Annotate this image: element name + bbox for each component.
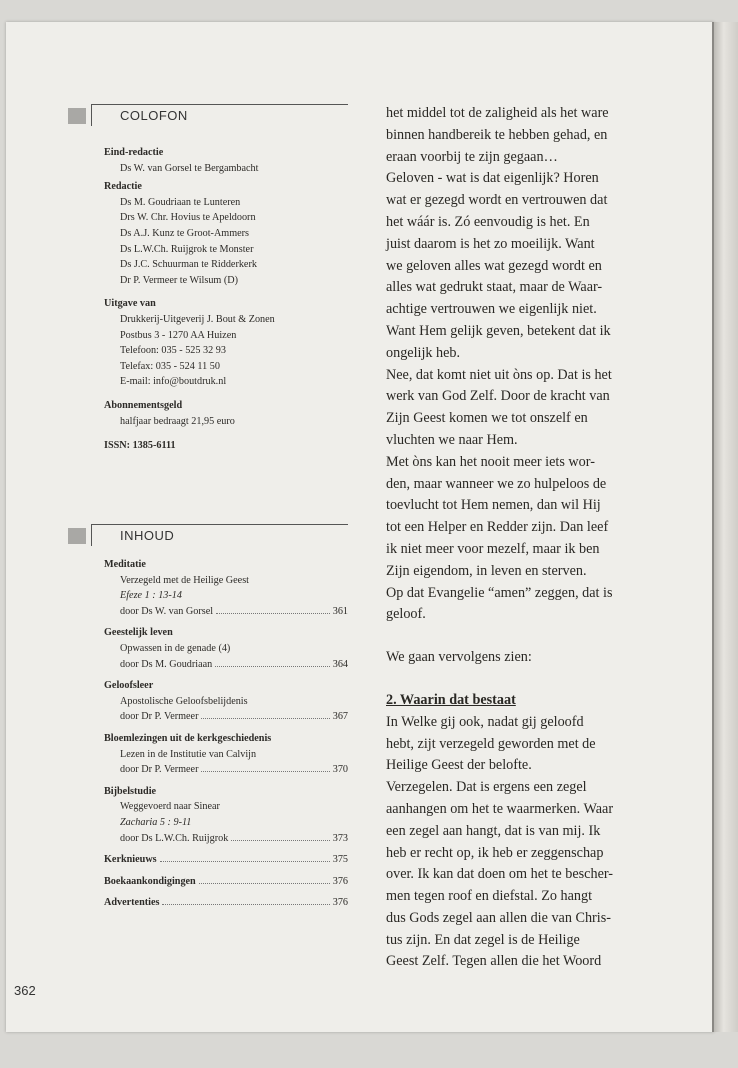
article-line: den, maar wanneer we zo hulpeloos de	[386, 475, 607, 492]
article-line: eraan voorbij te zijn gegaan…	[386, 148, 558, 165]
article-line: hebt, zijt verzegeld geworden met de	[386, 735, 596, 752]
toc-section-boekaankondigingen: Boekaankondigingen	[104, 875, 196, 887]
article-line: geloof.	[386, 606, 426, 623]
article-line: Met òns kan het nooit meer iets wor-	[386, 453, 595, 470]
article-line: Geest Zelf. Tegen allen die het Woord	[386, 953, 602, 970]
toc-entry[interactable]	[104, 604, 348, 620]
redactie-member: Dr P. Vermeer te Wilsum (D)	[120, 274, 239, 286]
article-line: We gaan vervolgens zien:	[386, 649, 532, 666]
toc-section-bijbelstudie: Bijbelstudie	[104, 785, 157, 797]
article-body	[386, 103, 650, 973]
article-line: Nee, dat komt niet uit òns op. Dat is het	[386, 366, 612, 383]
toc-section-geloofsleer: Geloofsleer	[104, 680, 154, 692]
colofon-block	[104, 145, 348, 454]
toc-title: Weggevoerd naar Sinear	[120, 801, 220, 813]
toc-section-bloemlezingen: Bloemlezingen uit de kerkgeschiedenis	[104, 732, 272, 744]
toc-entry[interactable]	[104, 831, 348, 847]
abonnement-label: Abonnementsgeld	[104, 399, 183, 411]
article-line: tot een Helper en Redder zijn. Dan leef	[386, 519, 609, 536]
article-line: heb er recht op, ik heb er zeggenschap	[386, 844, 604, 861]
uitgave-line: Drukkerij-Uitgeverij J. Bout & Zonen	[120, 313, 275, 325]
toc-title: Verzegeld met de Heilige Geest	[120, 574, 249, 586]
article-line: men tegen roof en diefstal. Zo hangt	[386, 888, 593, 905]
article-line: vluchten we naar Hem.	[386, 431, 518, 448]
toc-page: 361	[332, 605, 348, 617]
article-line: Geloven - wat is dat eigenlijk? Horen	[386, 170, 599, 187]
toc-page: 370	[332, 764, 348, 776]
toc-entry[interactable]	[104, 657, 348, 673]
toc-reference: Zacharia 5 : 9-11	[120, 816, 192, 828]
article-line: het wáár is. Zó eenvoudig is het. En	[386, 213, 590, 230]
redactie-member: Ds L.W.Ch. Ruijgrok te Monster	[120, 243, 254, 255]
toc-page: 375	[332, 854, 348, 866]
issn: ISSN: 1385-6111	[104, 440, 176, 452]
toc-title: Lezen in de Institutie van Calvijn	[120, 748, 257, 760]
article-line: werk van God Zelf. Door de kracht van	[386, 388, 610, 405]
toc-author: door Ds M. Goudriaan	[120, 658, 213, 670]
toc-entry-kerknieuws[interactable]	[104, 852, 348, 868]
toc-entry[interactable]	[104, 709, 348, 725]
toc-page: 373	[332, 832, 348, 844]
article-line: een zegel aan hangt, dat is van mij. Ik	[386, 822, 601, 839]
article-line: aanhangen om het te waarmerken. Waar	[386, 800, 614, 817]
redactie-member: Ds M. Goudriaan te Lunteren	[120, 196, 241, 208]
article-line: toevlucht tot Hem nemen, dan wil Hij	[386, 497, 601, 514]
toc-entry-boekaankondigingen[interactable]	[104, 874, 348, 890]
page-edge	[714, 22, 738, 1032]
redactie-label: Redactie	[104, 181, 142, 193]
article-line: het middel tot de zaligheid als het ware	[386, 105, 609, 121]
toc-entry[interactable]	[104, 762, 348, 778]
toc-entry-advertenties[interactable]	[104, 895, 348, 911]
toc-author: door Dr P. Vermeer	[120, 711, 199, 723]
article-line: Want Hem gelijk geven, betekent dat ik	[386, 322, 611, 339]
article-subheading: 2. Waarin dat bestaat	[386, 691, 516, 708]
toc-title: Apostolische Geloofsbelijdenis	[120, 695, 248, 707]
uitgave-line: Postbus 3 - 1270 AA Huizen	[120, 329, 237, 341]
article-line: In Welke gij ook, nadat gij geloofd	[386, 713, 584, 730]
toc-page: 376	[332, 897, 348, 909]
article-line: Verzegelen. Dat is ergens een zegel	[386, 779, 587, 796]
colofon-marker	[68, 108, 86, 124]
article-line: achtige vertrouwen we eigenlijk niet.	[386, 301, 597, 318]
uitgave-label: Uitgave van	[104, 298, 156, 310]
toc-author: door Ds L.W.Ch. Ruijgrok	[120, 832, 229, 844]
article-line: juist daarom is het zo moeilijk. Want	[386, 235, 595, 252]
toc-reference: Efeze 1 : 13-14	[120, 590, 182, 602]
article-line: we geloven alles wat gezegd wordt en	[386, 257, 602, 274]
toc-page: 364	[332, 658, 348, 670]
article-line: Zijn Geest komen we tot onszelf en	[386, 410, 588, 427]
article-line: tus zijn. En dat zegel is de Heilige	[386, 931, 580, 948]
article-line: dus Gods zegel aan allen die van Chris-	[386, 909, 611, 926]
eind-redactie-value: Ds W. van Gorsel te Bergambacht	[120, 162, 259, 174]
toc-page: 376	[332, 875, 348, 887]
toc-author: door Ds W. van Gorsel	[120, 605, 214, 617]
inhoud-title: INHOUD	[120, 528, 175, 543]
redactie-member: Ds J.C. Schuurman te Ridderkerk	[120, 259, 257, 271]
toc-author: door Dr P. Vermeer	[120, 764, 199, 776]
inhoud-marker	[68, 528, 86, 544]
colofon-title: COLOFON	[120, 108, 188, 123]
page-number: 362	[14, 983, 36, 998]
redactie-member: Ds A.J. Kunz te Groot-Ammers	[120, 227, 250, 239]
toc-page: 367	[332, 711, 348, 723]
article-line: over. Ik kan dat doen om het te bescher-	[386, 866, 614, 883]
toc-section-advertenties: Advertenties	[104, 897, 160, 909]
toc-title: Opwassen in de genade (4)	[120, 642, 231, 654]
eind-redactie-label: Eind-redactie	[104, 147, 164, 158]
article-line: Heilige Geest der belofte.	[386, 757, 532, 774]
uitgave-line: Telefoon: 035 - 525 32 93	[120, 345, 226, 357]
article-line: wat er gezegd wordt en vertrouwen dat	[386, 192, 608, 209]
article-line: binnen handbereik te hebben gehad, en	[386, 126, 608, 143]
toc-section-geestelijk: Geestelijk leven	[104, 627, 173, 639]
article-line: Zijn eigendom, in leven en sterven.	[386, 562, 587, 579]
inhoud-block	[104, 557, 348, 911]
redactie-member: Drs W. Chr. Hovius te Apeldoorn	[120, 212, 256, 224]
uitgave-line: Telefax: 035 - 524 11 50	[120, 360, 220, 372]
article-line: ik niet meer voor mezelf, maar ik ben	[386, 540, 600, 557]
abonnement-value: halfjaar bedraagt 21,95 euro	[120, 415, 235, 427]
uitgave-line: E-mail: info@boutdruk.nl	[120, 376, 227, 388]
article-line: alles wat gedrukt staat, maar de Waar-	[386, 279, 603, 296]
article-line: ongelijk heb.	[386, 344, 461, 361]
article-line: Op dat Evangelie “amen” zeggen, dat is	[386, 584, 613, 601]
toc-section-meditatie: Meditatie	[104, 559, 146, 570]
toc-section-kerknieuws: Kerknieuws	[104, 854, 157, 866]
